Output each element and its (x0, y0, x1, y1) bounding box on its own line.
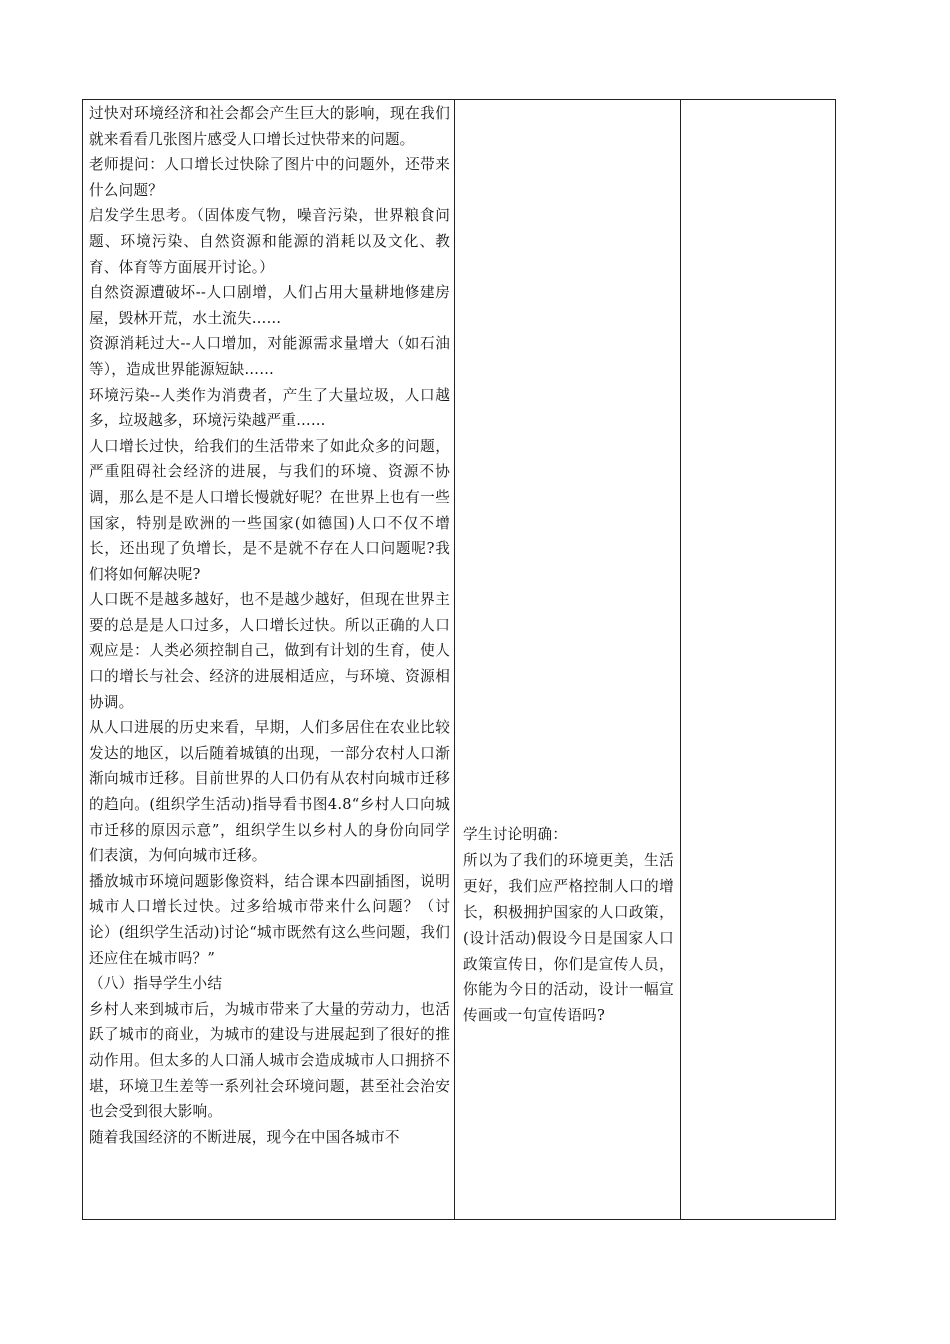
section-heading: （八）指导学生小结 (89, 975, 223, 993)
paragraph: 自然资源遭破坏--人口剧增，人们占用大量耕地修建房屋，毁林开荒，水土流失…… (89, 284, 450, 327)
paragraph: 乡村人来到城市后，为城市带来了大量的劳动力，也活跃了城市的商业，为城市的建设与进展起到了很好的推动作用。但太多的人口涌人城市会造成城市人口拥挤不堪，环境卫生差等一系列社会环境问题，甚至社会治安也会受到很大影响。 (89, 1000, 450, 1121)
lesson-plan-table (82, 99, 836, 1220)
paragraph: 播放城市环境问题影像资料，结合课本四副插图，说明城市人口增长过快。过多给城市带来什么问题？（讨论）(组织学生活动)讨论“城市既然有这么些问题，我们还应住在城市吗？” (89, 872, 450, 967)
paragraph: 人口增长过快，给我们的生活带来了如此众多的问题，严重阻碍社会经济的进展，与我们的环境、资源不协调，那么是不是人口增长慢就好呢？在世界上也有一些国家，特别是欧洲的一些国家(如德国)人口不仅不增长，还出现了负增长，是不是就不存在人口问题呢?我们将如何解决呢? (89, 437, 450, 583)
notes-text (681, 100, 835, 101)
student-activity-cell (455, 100, 681, 1220)
paragraph: 学生讨论明确： (463, 826, 568, 843)
teaching-process-cell (83, 100, 455, 1220)
paragraph: 老师提问：人口增长过快除了图片中的问题外，还带来什么问题？ (89, 156, 450, 199)
paragraph: 环境污染--人类作为消费者，产生了大量垃圾，人口越多，垃圾越多，环境污染越严重…… (89, 386, 450, 430)
notes-cell (681, 100, 836, 1220)
paragraph: 人口既不是越多越好，也不是越少越好，但现在世界主要的总是是人口过多，人口增长过快。所以正确的人口观应是：人类必须控制自己，做到有计划的生育，使人口的增长与社会、经济的进展相适应，与环境、资源相协调。 (89, 591, 450, 711)
table-row (83, 100, 836, 1220)
paragraph: 资源消耗过大--人口增加，对能源需求量增大（如石油等），造成世界能源短缺…… (89, 335, 450, 378)
paragraph: 随着我国经济的不断进展，现今在中国各城市不 (89, 1128, 400, 1146)
paragraph: 所以为了我们的环境更美，生活更好，我们应严格控制人口的增长，积极拥护国家的人口政策，(设计活动)假设今日是国家人口政策宣传日，你们是宣传人员，你能为今日的活动，设计一幅宣传画或一句宣传语吗? (463, 851, 674, 1025)
paragraph: 从人口进展的历史来看，早期，人们多居住在农业比较发达的地区，以后随着城镇的出现，一部分农村人口渐渐向城市迁移。目前世界的人口仍有从农村向城市迁移的趋向。(组织学生活动)指导看书图4.8“乡村人口向城市迁移的原因示意”，组织学生以乡村人的身份向同学们表演，为何向城市迁移。 (89, 719, 450, 865)
paragraph: 启发学生思考。（固体废气物，噪音污染，世界粮食问题、环境污染、自然资源和能源的消耗以及文化、教育、体育等方面展开讨论。） (89, 207, 450, 276)
student-activity-text (463, 822, 674, 1029)
paragraph: 过快对环境经济和社会都会产生巨大的影响，现在我们就来看看几张图片感受人口增长过快带来的问题。 (89, 105, 450, 148)
teaching-process-text (83, 100, 454, 1150)
